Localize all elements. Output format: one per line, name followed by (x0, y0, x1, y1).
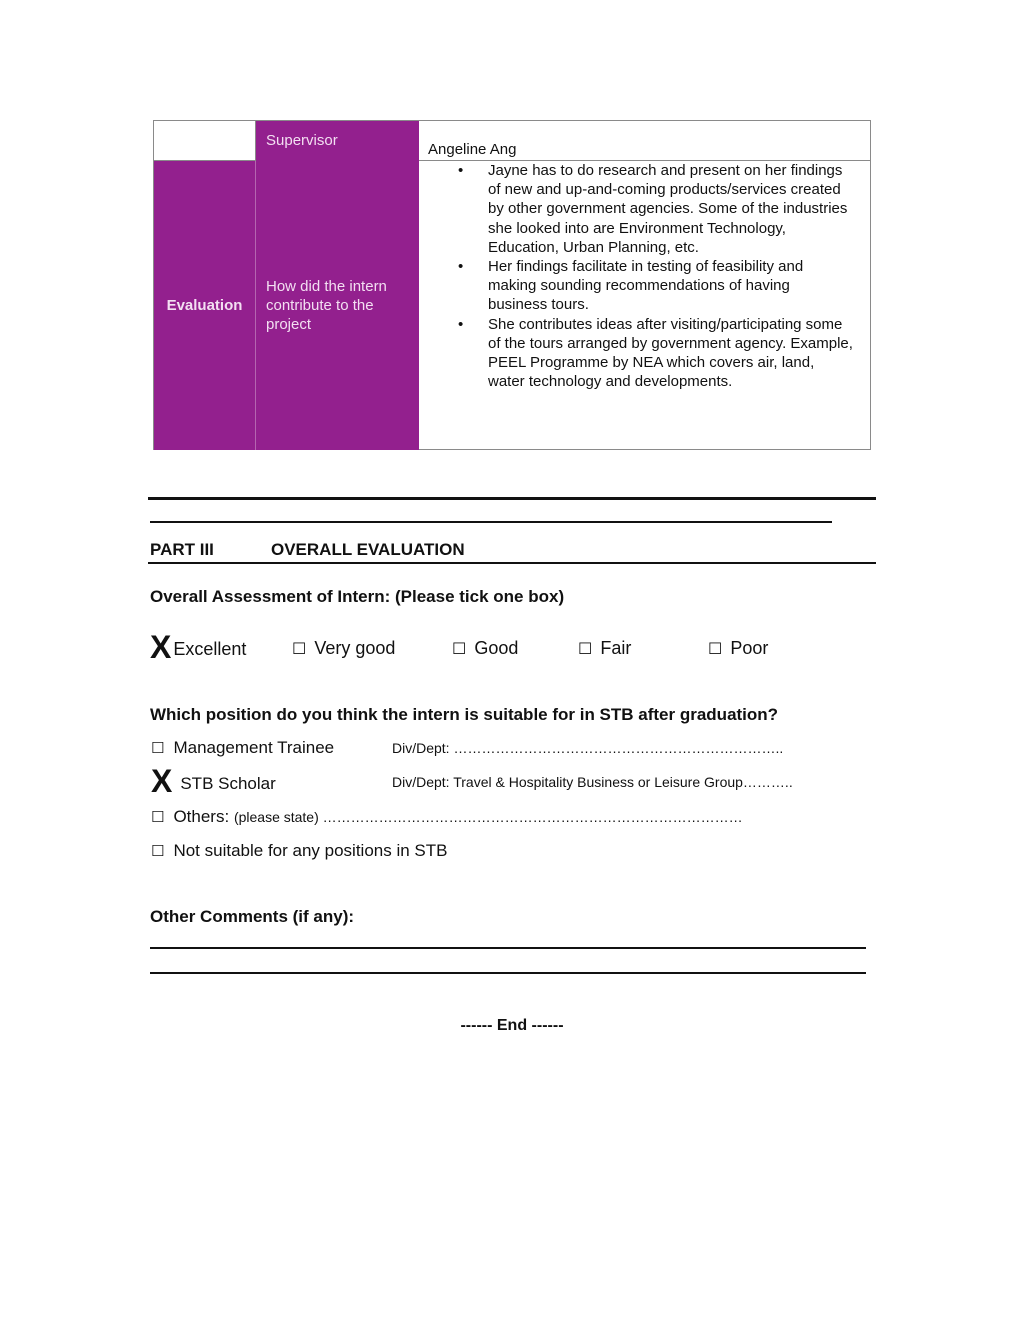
checkbox-icon: ☐ (151, 739, 165, 757)
contribution-bullet-2: • Her findings facilitate in testing of feasibility and making sounding recommendations of having business tours. (419, 257, 871, 315)
contribution-question-text: How did the intern contribute to the project (266, 278, 387, 333)
contribution-bullet-1: • Jayne has to do research and present on her findings of new and up-and-coming products/services created by other government agencies. Some of the industries she looked into are Environment Technology, Education, Urban Planning, etc. (419, 161, 871, 257)
supervisor-label: Supervisor (256, 121, 419, 161)
stb-dept-field[interactable]: Div/Dept: Travel & Hospitality Business or Leisure Group……….. (392, 774, 793, 790)
position-management-trainee[interactable] (151, 738, 334, 758)
divider-line-thin (150, 521, 832, 523)
checkbox-icon: ☐ (578, 639, 593, 658)
part-underline (148, 562, 876, 564)
option-very-good-label: Very good (314, 638, 396, 658)
evaluation-label (154, 161, 256, 450)
contribution-answer (419, 161, 871, 450)
option-excellent-label: Excellent (173, 639, 247, 659)
contribution-bullet-3: • She contributes ideas after visiting/participating some of the tours arranged by government agency. Example, PEEL Programme by NEA which covers air, land, water technology and developments. (419, 315, 871, 392)
option-excellent[interactable] (150, 626, 246, 663)
divider-line-thick (148, 497, 876, 500)
contribution-question (256, 161, 419, 450)
checkbox-icon: ☐ (151, 808, 165, 826)
option-good[interactable] (452, 638, 518, 659)
end-marker: ------ End ------ (460, 1017, 564, 1034)
position-stb-scholar[interactable] (151, 760, 276, 797)
position-question: Which position do you think the intern is suitable for in STB after graduation? (150, 705, 779, 724)
empty-header-cell (154, 121, 256, 161)
not-suitable-label: Not suitable for any positions in STB (173, 841, 448, 860)
management-dept-field[interactable]: Div/Dept: …………………………………………………………….. (392, 740, 784, 756)
checkbox-icon: ☐ (708, 639, 723, 658)
option-very-good[interactable] (292, 638, 395, 659)
x-mark-icon: X (150, 629, 172, 665)
option-fair-label: Fair (600, 638, 632, 658)
position-others[interactable] (151, 807, 743, 827)
part-title: OVERALL EVALUATION (271, 540, 465, 559)
evaluation-table (153, 120, 871, 450)
position-not-suitable[interactable] (151, 841, 447, 861)
comment-line-2[interactable] (150, 972, 866, 974)
checkbox-icon: ☐ (452, 639, 467, 658)
evaluation-label-text: Evaluation (166, 297, 243, 314)
option-good-label: Good (474, 638, 519, 658)
checkbox-icon: ☐ (151, 842, 165, 860)
others-label: Others: (173, 807, 230, 826)
checkbox-icon: ☐ (292, 639, 307, 658)
assessment-question: Overall Assessment of Intern: (Please tick one box) (150, 587, 565, 606)
x-mark-icon: X (151, 763, 173, 799)
option-poor[interactable] (708, 638, 768, 659)
contribution-bullet-list (419, 161, 871, 391)
option-poor-label: Poor (730, 638, 769, 658)
comment-line-1[interactable] (150, 947, 866, 949)
option-fair[interactable] (578, 638, 631, 659)
comments-label: Other Comments (if any): (150, 907, 355, 926)
others-hint: (please state) ……………………………………………………………………………… (233, 809, 743, 825)
stb-scholar-label: STB Scholar (180, 774, 276, 793)
part-number: PART III (150, 540, 214, 559)
management-trainee-label: Management Trainee (173, 738, 335, 757)
supervisor-value: Angeline Ang (419, 121, 871, 161)
